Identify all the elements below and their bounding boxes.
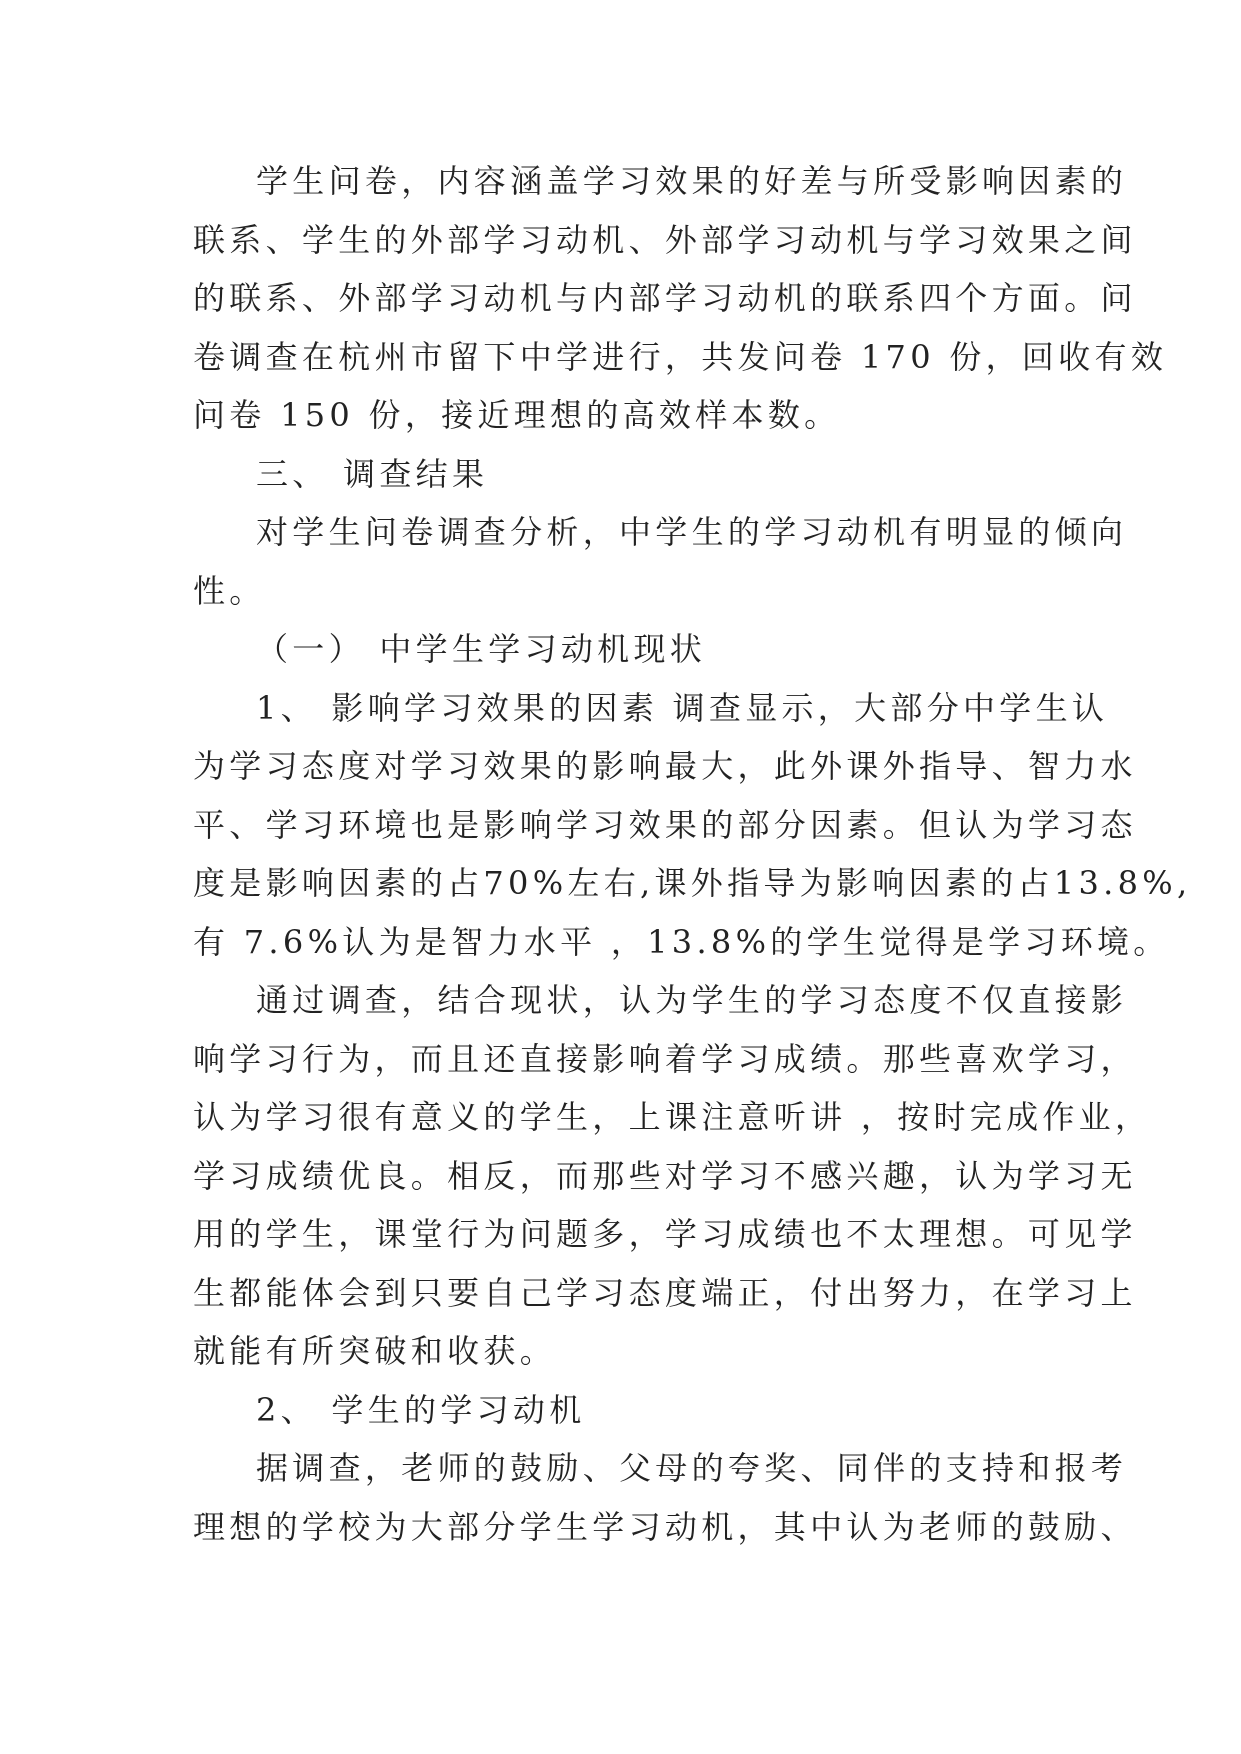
- text-line: 卷调查在杭州市留下中学进行，共发问卷 170 份，回收有效: [193, 337, 1168, 376]
- text-line: 联系、学生的外部学习动机、外部学习动机与学习效果之间: [193, 220, 1137, 259]
- document-body: [193, 152, 1192, 1556]
- text-line: 用的学生，课堂行为问题多，学习成绩也不太理想。可见学: [193, 1215, 1137, 1253]
- text-line: 响学习行为，而且还直接影响着学习成绩。那些喜欢学习，: [193, 1039, 1137, 1078]
- text-line: 性。: [193, 571, 266, 610]
- text-line: 学习成绩优良。相反，而那些对学习不感兴趣，认为学习无: [193, 1156, 1137, 1195]
- text-line: 为学习态度对学习效果的影响最大，此外课外指导、智力水: [193, 747, 1137, 785]
- text-line: 生都能体会到只要自己学习态度端正，付出努力，在学习上: [193, 1273, 1137, 1312]
- text-line: 2、 学生的学习动机: [256, 1390, 586, 1429]
- text-line: 认为学习很有意义的学生，上课注意听讲 ，按时完成作业，: [193, 1098, 1152, 1136]
- text-line: 的联系、外部学习动机与内部学习动机的联系四个方面。问: [193, 279, 1137, 317]
- text-line: 平、学习环境也是影响学习效果的部分因素。但认为学习态: [193, 805, 1137, 844]
- text-line: 理想的学校为大部分学生学习动机，其中认为老师的鼓励、: [193, 1507, 1137, 1546]
- text-line: 对学生问卷调查分析，中学生的学习动机有明显的倾向: [256, 513, 1128, 551]
- text-line: （一） 中学生学习动机现状: [256, 630, 707, 668]
- text-line: 问卷 150 份，接近理想的高效样本数。: [193, 396, 841, 434]
- text-line: 三、 调查结果: [256, 454, 489, 493]
- text-line: 据调查，老师的鼓励、父母的夸奖、同伴的支持和报考: [256, 1449, 1128, 1487]
- text-line: 学生问卷，内容涵盖学习效果的好差与所受影响因素的: [256, 162, 1128, 200]
- text-line: 有 7.6%认为是智力水平 ，13.8%的学生觉得是学习环境。: [193, 922, 1170, 961]
- text-line: 就能有所突破和收获。: [193, 1332, 557, 1370]
- text-line: 度是影响因素的占70%左右,课外指导为影响因素的占13.8%,: [193, 864, 1192, 902]
- text-line: 通过调查，结合现状，认为学生的学习态度不仅直接影: [256, 981, 1128, 1019]
- text-line: 1、 影响学习效果的因素 调查显示，大部分中学生认: [256, 688, 1109, 727]
